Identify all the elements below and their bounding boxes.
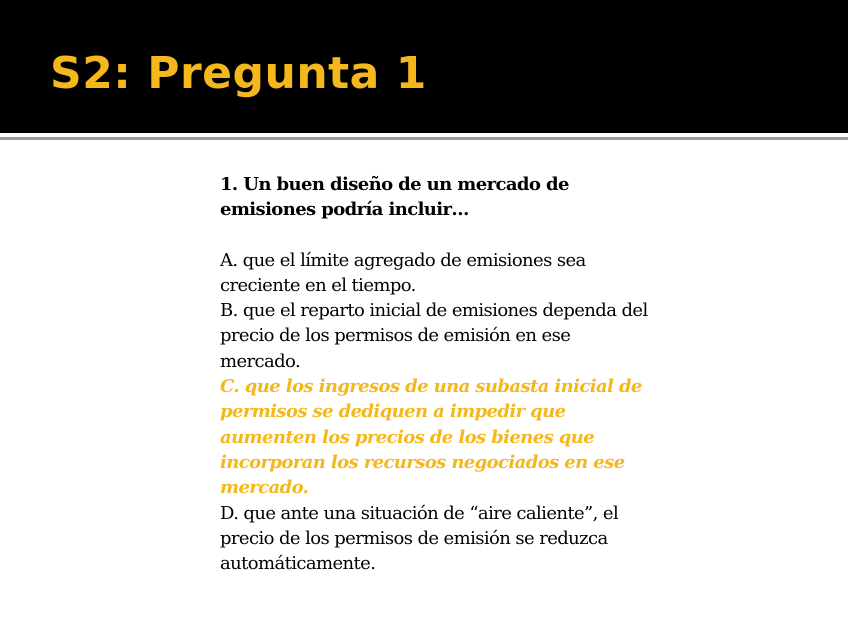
option-b: B. que el reparto inicial de emisiones dependa del precio de los permisos de emisión en ese mercado. xyxy=(220,300,648,372)
title-band xyxy=(0,0,848,133)
slide-title: S2: Pregunta 1 xyxy=(50,48,427,99)
option-a: A. que el límite agregado de emisiones sea creciente en el tiempo. xyxy=(220,249,586,296)
question-text: 1. Un buen diseño de un mercado de emisiones podría incluir… xyxy=(220,174,569,221)
slide-content xyxy=(220,172,650,576)
title-divider xyxy=(0,137,848,140)
option-d: D. que ante una situación de “aire caliente”, el precio de los permisos de emisión se reduzca automáticamente. xyxy=(220,502,619,575)
question-spacer xyxy=(220,223,650,248)
option-c-correct-answer: C. que los ingresos de una subasta inicial de permisos se dediquen a impedir que aumenten los precios de los bienes que incorporan los recursos negociados en ese mercado. xyxy=(220,376,642,499)
